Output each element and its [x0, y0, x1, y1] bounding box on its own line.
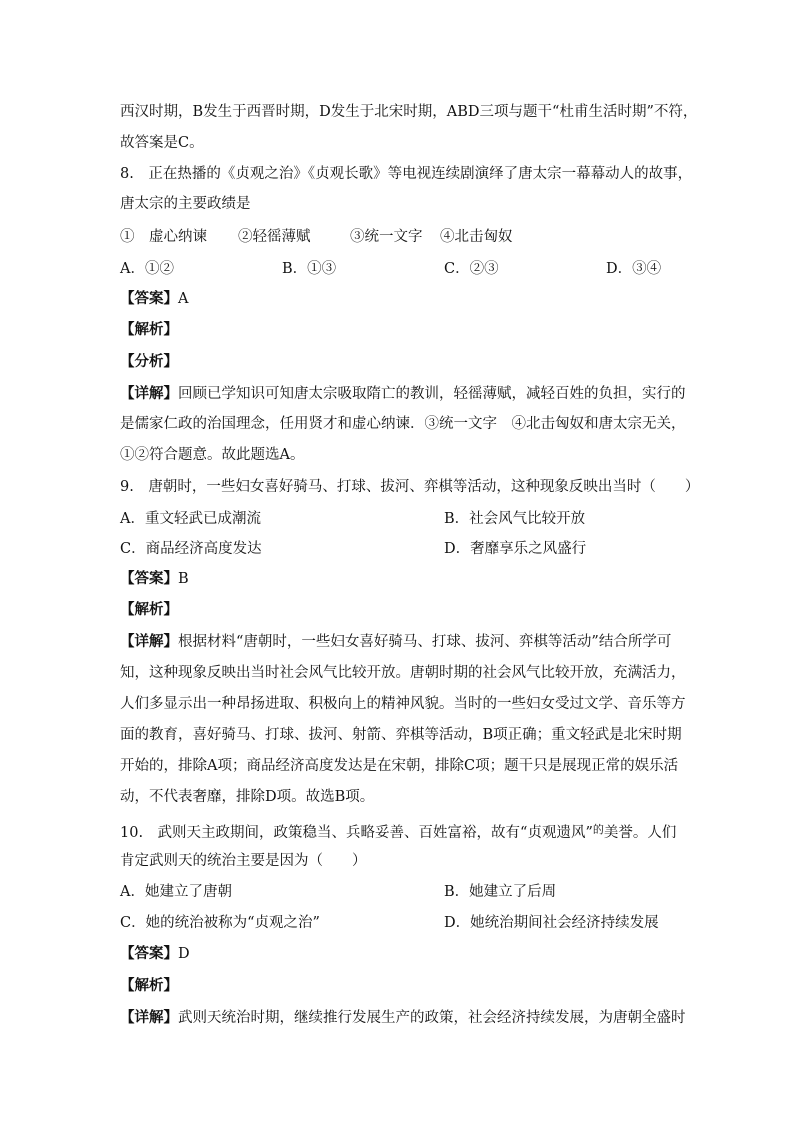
q10-detail-line-1: [120, 1008, 686, 1028]
q8-analysis-line: [120, 320, 680, 340]
intro-line-2: 故答案是C。: [120, 135, 204, 151]
q9-detail-line-6: 动，不代表奢靡，排除D项。故选B项。: [120, 789, 375, 805]
q9-analysis-line: [120, 600, 680, 620]
q10-option-d: D．她统治期间社会经济持续发展: [444, 915, 659, 931]
q8-option-c: C．②③: [444, 261, 499, 277]
q10-option-c: C．她的统治被称为“贞观之治”: [120, 915, 320, 931]
q8-option-b: B．①③: [282, 261, 337, 277]
q9-detail-text-1: 根据材料“唐朝时，一些妇女喜好骑马、打球、拔河、弈棋等活动”结合所学可: [178, 634, 672, 650]
q10-stem-part-b: 美誉。人们: [603, 825, 677, 841]
q8-answer-value: A: [178, 291, 189, 307]
q8-detail-text-1: 回顾已学知识可知唐太宗吸取隋亡的教训，轻徭薄赋，减轻百姓的负担，实行的: [178, 386, 686, 402]
q10-option-b: B．她建立了后周: [444, 884, 557, 900]
q9-option-b: B．社会风气比较开放: [444, 511, 586, 527]
q10-option-a: A．她建立了唐朝: [120, 884, 232, 900]
q8-stem-line-1: 8. 正在热播的《贞观之治》《贞观长歌》等电视连续剧演绎了唐太宗一幕幕动人的故事，: [120, 166, 693, 182]
q8-item-3: ③统一文字: [350, 229, 423, 245]
q8-fenxi-line: [120, 352, 680, 372]
q9-answer-tag: 【答案】: [120, 570, 178, 587]
q8-item-2: ②轻徭薄赋: [238, 229, 311, 245]
q9-analysis-tag: 【解析】: [120, 601, 178, 618]
q10-analysis-line: [120, 976, 680, 996]
q10-answer-value: D: [178, 946, 190, 962]
intro-line-1: 西汉时期，B发生于西晋时期，D发生于北宋时期，ABD三项与题干“杜甫生活时期”不符，: [120, 104, 698, 120]
q10-analysis-tag: 【解析】: [120, 977, 178, 994]
q10-detail-tag: 【详解】: [120, 1009, 178, 1026]
q9-stem: 9. 唐朝时，一些妇女喜好骑马、打球、拔河、弈棋等活动，这种现象反映出当时（ ）: [120, 479, 700, 495]
q8-option-d: D．③④: [606, 261, 662, 277]
q9-detail-line-2: 知，这种现象反映出当时社会风气比较开放。唐朝时期的社会风气比较开放，充满活力，: [120, 665, 686, 681]
q8-answer-tag: 【答案】: [120, 290, 178, 307]
q8-detail-tag: 【详解】: [120, 385, 178, 402]
q9-option-d: D．奢靡享乐之风盛行: [444, 541, 587, 557]
q9-answer-value: B: [178, 571, 189, 587]
q8-item-4: ④北击匈奴: [440, 229, 513, 245]
q9-detail-line-3: 人们多显示出一种昂扬进取、积极向上的精神风貌。当时的一些妇女受过文学、音乐等方: [120, 696, 686, 712]
q8-item-1: ① 虚心纳谏: [120, 229, 207, 245]
q8-fenxi-tag: 【分析】: [120, 353, 178, 370]
q10-stem-line-1: [120, 820, 680, 843]
q9-option-c: C．商品经济高度发达: [120, 541, 262, 557]
q9-answer-line: [120, 569, 680, 589]
q9-detail-line-4: 面的教育，喜好骑马、打球、拔河、射箭、弈棋等活动，B项正确；重文轻武是北宋时期: [120, 727, 682, 743]
q10-detail-text: 武则天统治时期，继续推行发展生产的政策，社会经济持续发展，为唐朝全盛时: [178, 1010, 686, 1026]
q10-answer-line: [120, 944, 680, 964]
q9-detail-tag: 【详解】: [120, 633, 178, 650]
q10-stem-small: 的: [592, 823, 604, 836]
q8-detail-line-3: ①②符合题意。故此题选A。: [120, 447, 305, 463]
q8-analysis-tag: 【解析】: [120, 321, 178, 338]
q9-detail-line-5: 开始的，排除A项；商品经济高度发达是在宋朝，排除C项；题干只是展现正常的娱乐活: [120, 758, 679, 774]
q9-detail-line-1: [120, 632, 680, 652]
q9-option-a: A．重文轻武已成潮流: [120, 511, 261, 527]
q8-answer-line: [120, 289, 680, 309]
q10-stem-line-2: 肯定武则天的统治主要是因为（ ）: [120, 853, 367, 869]
q10-answer-tag: 【答案】: [120, 945, 178, 962]
q8-detail-line-2: 是儒家仁政的治国理念，任用贤才和虚心纳谏．③统一文字 ④北击匈奴和唐太宗无关，: [120, 416, 686, 432]
q8-option-a: A．①②: [120, 261, 174, 277]
q8-detail-line-1: [120, 384, 686, 404]
q10-stem-part-a: 10. 武则天主政期间，政策稳当、兵略妥善、百姓富裕，故有“贞观遗风”: [120, 825, 593, 841]
q8-stem-line-2: 唐太宗的主要政绩是: [120, 196, 251, 212]
